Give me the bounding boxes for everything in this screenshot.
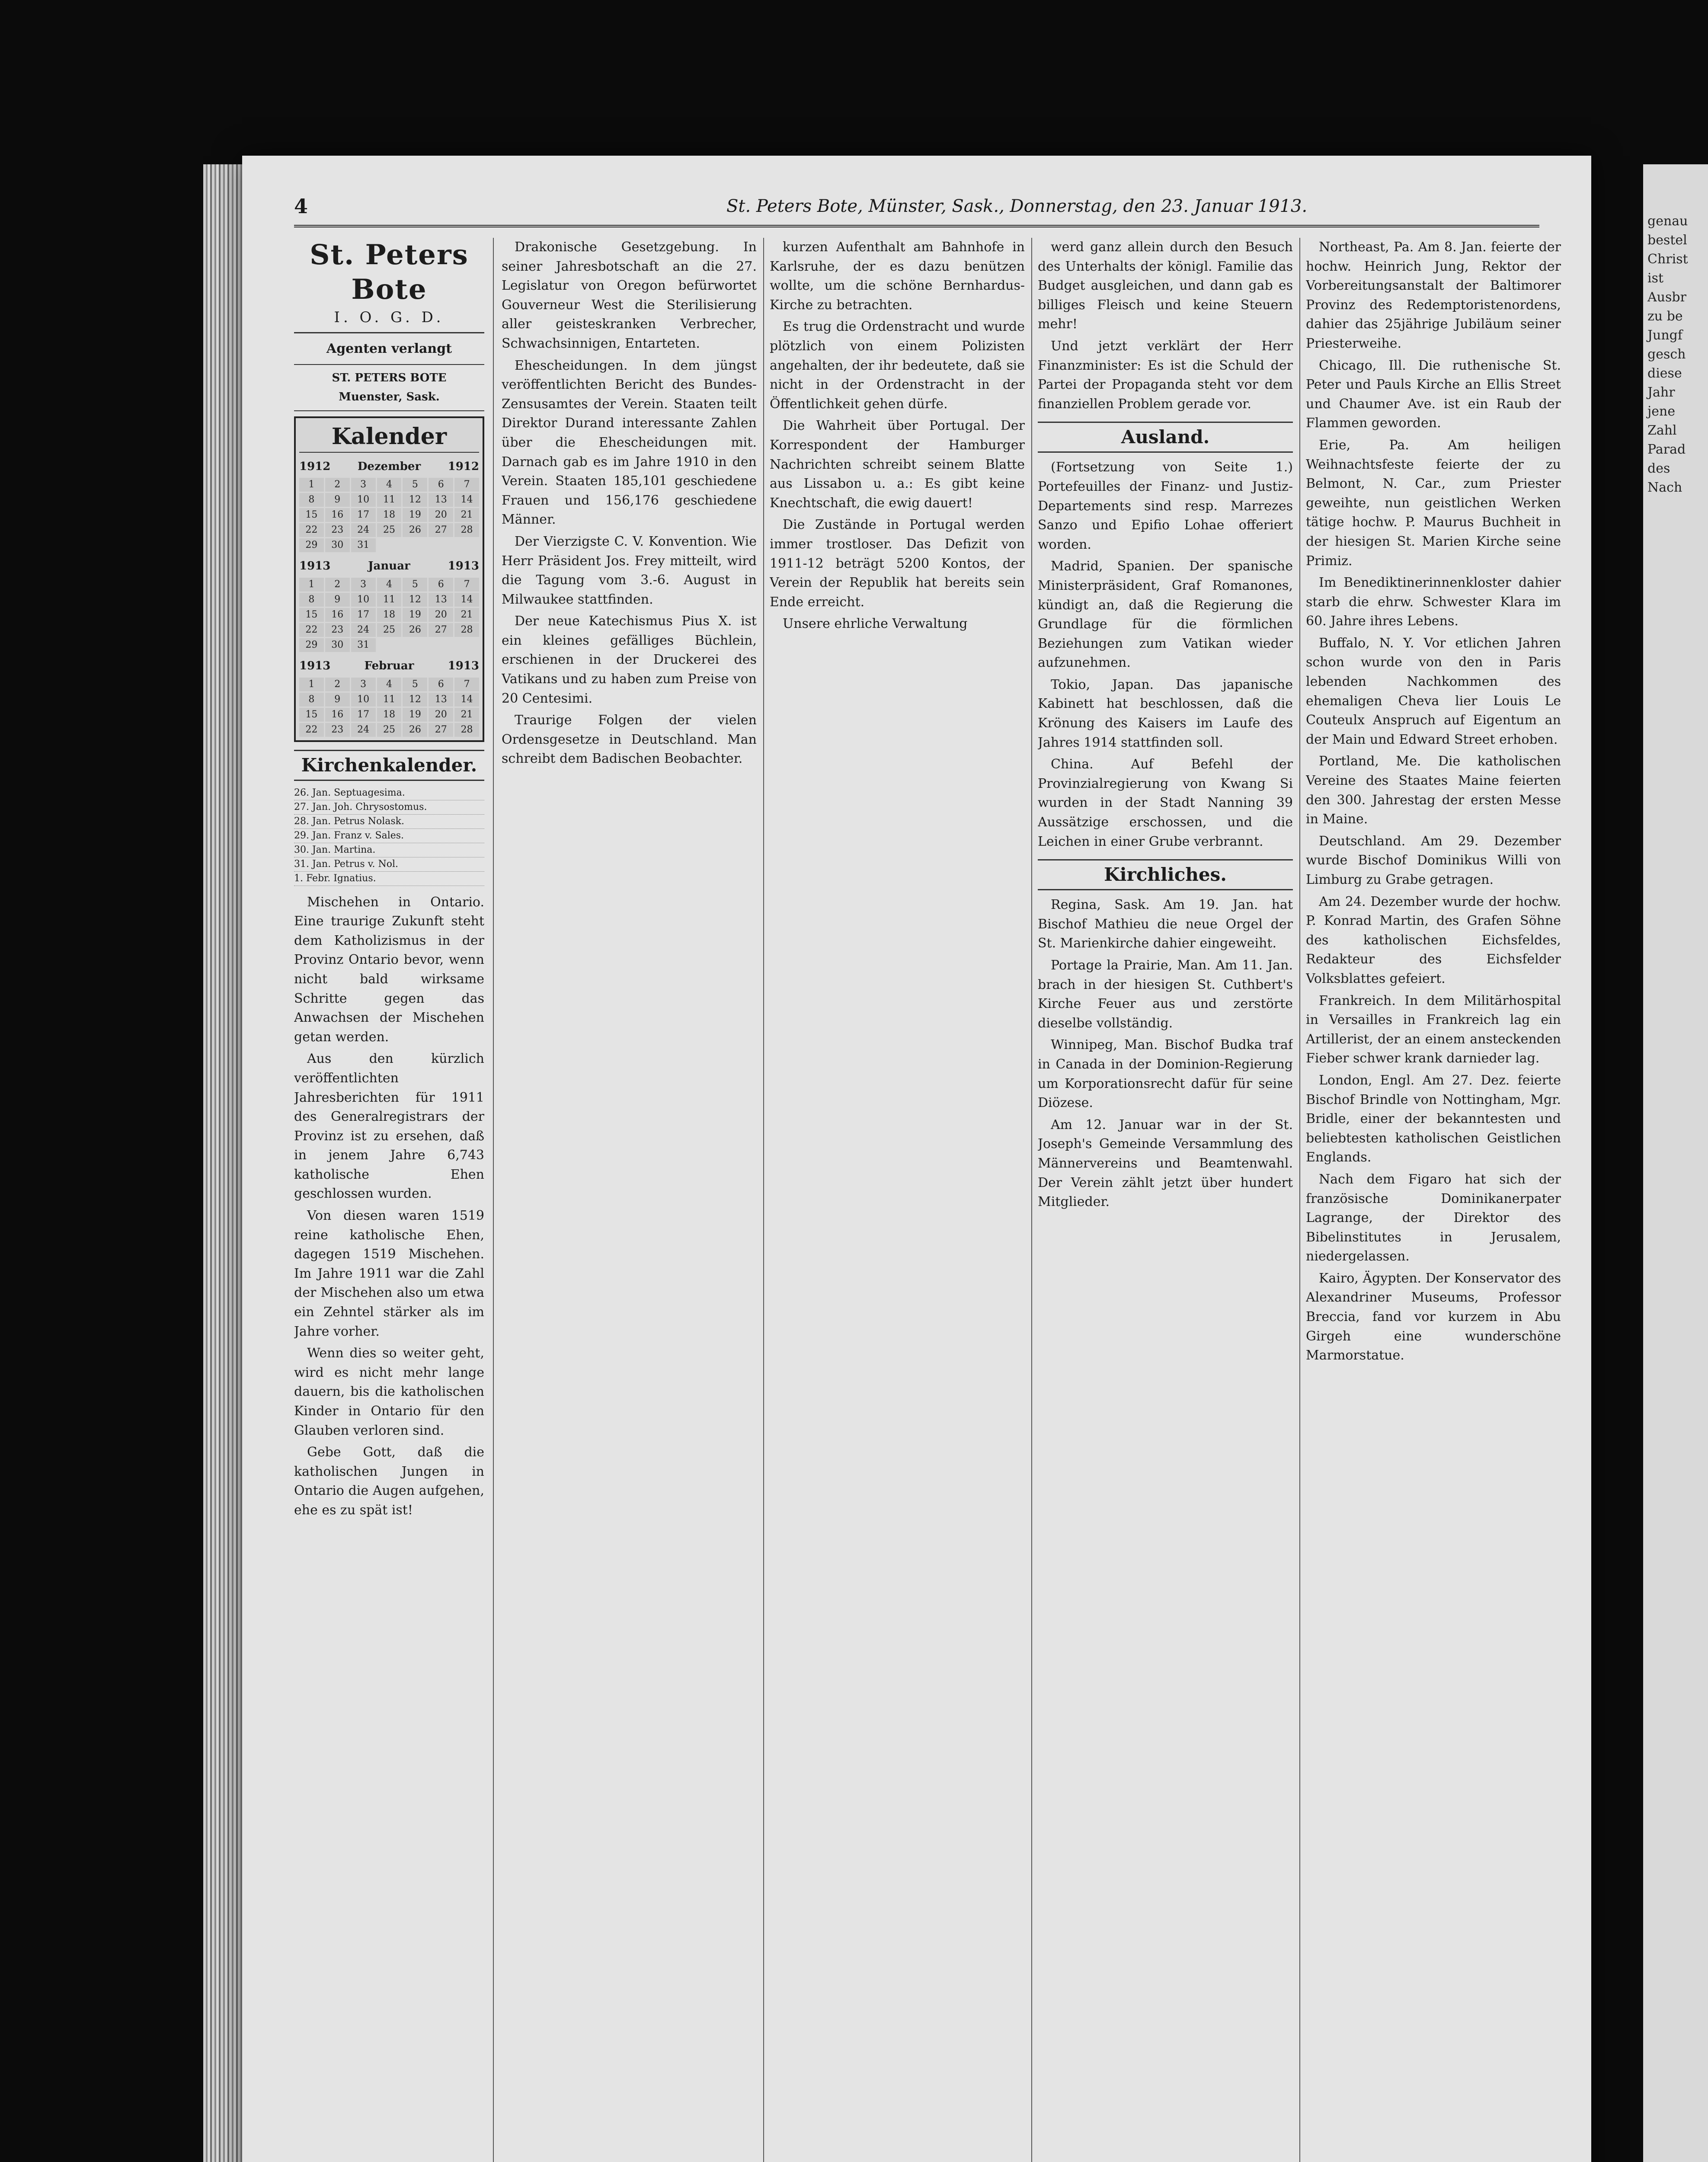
- calendar-month-header: [299, 457, 479, 477]
- facing-page-word: Parad: [1647, 442, 1686, 457]
- facing-page-word: gesch: [1647, 347, 1686, 362]
- kirchenkalender-entry: 31. Jan. Petrus v. Nol.: [294, 857, 484, 872]
- calendar-month: [299, 556, 479, 652]
- agents-heading: Agenten verlangt: [326, 341, 452, 356]
- calendar-month: [299, 457, 479, 553]
- calendar-day: 14: [454, 593, 479, 607]
- calendar-day: 7: [454, 478, 479, 492]
- calendar-day: 1: [299, 478, 324, 492]
- calendar-month-name: Januar: [368, 560, 410, 573]
- column-rule: [493, 238, 494, 2162]
- calendar-month-name: Dezember: [357, 460, 421, 473]
- article-paragraph: Wenn dies so weiter geht, wird es nicht mehr lange dauern, bis die katholischen Kinder in Ontario für den Glauben verloren sind.: [294, 1346, 484, 1438]
- calendar-day: 16: [325, 608, 350, 622]
- calendar-day: 10: [351, 693, 376, 707]
- facing-page-word: genau: [1647, 214, 1688, 229]
- article-paragraph: China. Auf Befehl der Provinzialregierung von Kwang Si wurden in der Stadt Nanning 39 Aussätzige erschossen, und die Leichen in einer Grube verbrannt.: [1038, 757, 1293, 849]
- article-paragraph: Portland, Me. Die katholischen Vereine des Staates Maine feierten den 300. Jahrestag der ersten Messe in Maine.: [1306, 754, 1561, 827]
- article-paragraph: Madrid, Spanien. Der spanische Ministerpräsident, Graf Romanones, kündigt an, daß die Regierung die Grundlage für die förmlichen Beziehungen zum Vatikan wieder aufzunehmen.: [1038, 559, 1293, 671]
- calendar-day: 2: [325, 578, 350, 592]
- article-paragraph: Von diesen waren 1519 reine katholische Ehen, dagegen 1519 Mischehen. Im Jahre 1911 war die Zahl der Mischehen also um etwa ein Zehntel stärker als im Jahre vorher.: [294, 1208, 484, 1339]
- section-heading: Ausland.: [1038, 422, 1293, 453]
- article-paragraph: Portage la Prairie, Man. Am 11. Jan. brach in der hiesigen St. Cuthbert's Kirche Feuer aus und zerstörte dieselbe vollständig.: [1038, 958, 1293, 1031]
- article-mischehen: [294, 893, 484, 1520]
- calendar-day: 6: [429, 578, 453, 592]
- calendar-day: 15: [299, 708, 324, 722]
- kirchenkalender-entry: 26. Jan. Septuagesima.: [294, 786, 484, 800]
- facing-page-word: jene: [1647, 404, 1676, 419]
- calendar-day: 24: [351, 623, 376, 637]
- calendar-year: 1913: [299, 659, 331, 672]
- calendar-day: 15: [299, 508, 324, 522]
- running-title: St. Peters Bote, Münster, Sask., Donnerstag, den 23. Januar 1913.: [726, 196, 1308, 216]
- calendar-day: 29: [299, 538, 324, 552]
- calendar-day: 9: [325, 493, 350, 507]
- column-4: [1038, 238, 1293, 2162]
- article-paragraph: Buffalo, N. Y. Vor etlichen Jahren schon wurde von den in Paris lebenden Nachkommen des ehemaligen Cheva lier Louis Le Couteulx Anspruch auf Eigentum an der Main und Edward Street erhoben.: [1306, 635, 1561, 747]
- article-paragraph: Northeast, Pa. Am 8. Jan. feierte der hochw. Heinrich Jung, Rektor der Vorbereitungsanstalt der Baltimorer Provinz des Redemptoristenordens, dahier das 25jährige Jubiläum seiner Priesterweihe.: [1306, 240, 1561, 351]
- calendar-box: [294, 416, 484, 742]
- calendar-day: 26: [403, 623, 427, 637]
- calendar-day: 31: [351, 638, 376, 652]
- article-paragraph: Regina, Sask. Am 19. Jan. hat Bischof Mathieu die neue Orgel der St. Marienkirche dahier eingeweiht.: [1038, 897, 1293, 951]
- calendar-day: 22: [299, 523, 324, 537]
- calendar-day: 21: [454, 608, 479, 622]
- facing-page-word: Nach: [1647, 480, 1682, 495]
- kirchenkalender-list: [294, 786, 484, 886]
- calendar-year: 1912: [299, 460, 331, 473]
- calendar-day: 16: [325, 708, 350, 722]
- calendar-day: 15: [299, 608, 324, 622]
- calendar-day: 17: [351, 508, 376, 522]
- article-paragraph: Gebe Gott, daß die katholischen Jungen in Ontario die Augen aufgehen, ehe es zu spät ist!: [294, 1445, 484, 1518]
- calendar-day: 3: [351, 478, 376, 492]
- calendar-day: 8: [299, 693, 324, 707]
- facing-page-word: Christ: [1647, 252, 1688, 267]
- calendar-day: 29: [299, 638, 324, 652]
- article-paragraph: Am 24. Dezember wurde der hochw. P. Konrad Martin, des Grafen Söhne des katholischen Eichsfeldes, Redakteur des Eichsfelder Volksblattes gefeiert.: [1306, 894, 1561, 986]
- calendar-day: 9: [325, 593, 350, 607]
- calendar-day: 6: [429, 678, 453, 691]
- calendar-day: 13: [429, 593, 453, 607]
- article-paragraph: Winnipeg, Man. Bischof Budka traf in Canada in der Dominion-Regierung um Korporationsrecht dafür für seine Diözese.: [1038, 1037, 1293, 1111]
- calendar-month: [299, 656, 479, 737]
- article-paragraph: Und jetzt verklärt der Herr Finanzminister: Es ist die Schuld der Partei der Propaganda steht vor dem finanziellen Problem gerade vor.: [1038, 338, 1293, 412]
- calendar-day: 27: [429, 623, 453, 637]
- facing-page-word: des: [1647, 461, 1670, 476]
- calendar-day: 2: [325, 478, 350, 492]
- facing-page-word: Jahr: [1647, 385, 1675, 400]
- calendar-day: 27: [429, 723, 453, 737]
- article-paragraph: London, Engl. Am 27. Dez. feierte Bischof Brindle von Nottingham, Mgr. Bridle, einer der bekanntesten und beliebtesten katholischen Geistlichen Englands.: [1306, 1072, 1561, 1165]
- calendar-day: 4: [377, 578, 402, 592]
- calendar-year: 1913: [299, 560, 331, 573]
- facing-page-word: bestel: [1647, 233, 1687, 248]
- article-paragraph: Am 12. Januar war in der St. Joseph's Gemeinde Versammlung des Männervereins und Beamtenwahl. Der Verein zählt jetzt über hundert Mitglieder.: [1038, 1117, 1293, 1210]
- column-rule: [1299, 238, 1300, 2162]
- column-rule: [1031, 238, 1032, 2162]
- calendar-day: 13: [429, 493, 453, 507]
- calendar-day: 19: [403, 708, 427, 722]
- kirchenkalender-entry: 27. Jan. Joh. Chrysostomus.: [294, 800, 484, 815]
- calendar-day: 10: [351, 493, 376, 507]
- kirchenkalender-entry: 1. Febr. Ignatius.: [294, 872, 484, 886]
- masthead-title: St. Peters Bote: [310, 239, 469, 306]
- calendar-day: 28: [454, 723, 479, 737]
- calendar-day: 7: [454, 578, 479, 592]
- calendar-day: 3: [351, 678, 376, 691]
- calendar-day: 23: [325, 623, 350, 637]
- facing-page-word: Zahl: [1647, 423, 1677, 438]
- newspaper-page: [242, 156, 1591, 2162]
- article-paragraph: Nach dem Figaro hat sich der französische Dominikanerpater Lagrange, der Direktor des Bibelinstitutes in Jerusalem, niedergelassen.: [1306, 1171, 1561, 1264]
- article-paragraph: Deutschland. Am 29. Dezember wurde Bischof Dominikus Willi von Limburg zu Grabe getragen.: [1306, 833, 1561, 887]
- calendar-day: 6: [429, 478, 453, 492]
- calendar-day: 31: [351, 538, 376, 552]
- calendar-day: 27: [429, 523, 453, 537]
- calendar-day: 19: [403, 608, 427, 622]
- calendar-day: 8: [299, 493, 324, 507]
- calendar-day: 13: [429, 693, 453, 707]
- article-paragraph: Aus den kürzlich veröffentlichten Jahresberichten für 1911 des Generalregistrars der Provinz ist zu ersehen, daß in jenem Jahre 6,743 katholische Ehen geschlossen wurden.: [294, 1051, 484, 1202]
- kirchenkalender-heading: Kirchenkalender.: [294, 750, 484, 781]
- calendar-day-grid: [299, 578, 479, 652]
- facing-page-word: ist: [1647, 271, 1664, 286]
- calendar-day: 18: [377, 508, 402, 522]
- article-paragraph: werd ganz allein durch den Besuch des Unterhalts der königl. Familie das Budget ausgleichen, und dann gab es billiges Fleisch und keine Steuern mehr!: [1038, 240, 1293, 332]
- calendar-day: 14: [454, 493, 479, 507]
- article-paragraph: Kairo, Ägypten. Der Konservator des Alexandriner Museums, Professor Breccia, fand vor kurzem in Abu Girgeh eine wunderschöne Marmorstatue.: [1306, 1270, 1561, 1363]
- calendar-day: 25: [377, 623, 402, 637]
- calendar-day: 20: [429, 608, 453, 622]
- article-paragraph: (Fortsetzung von Seite 1.) Portefeuilles der Finanz- und Justiz-Departements sind resp. Marrezes Sanzo und Epifio Lohae offeriert worden.: [1038, 460, 1293, 552]
- article-paragraph: Tokio, Japan. Das japanische Kabinett hat beschlossen, daß die Krönung des Kaisers im Laufe des Jahres 1914 stattfinden soll.: [1038, 677, 1293, 750]
- calendar-day: 12: [403, 693, 427, 707]
- calendar-day: 1: [299, 578, 324, 592]
- page-header: [294, 190, 1539, 227]
- address-box: [294, 364, 484, 411]
- calendar-day: 22: [299, 723, 324, 737]
- calendar-day: 19: [403, 508, 427, 522]
- calendar-month-header: [299, 656, 479, 676]
- article-paragraph: Unsere ehrliche Verwaltung: [783, 616, 968, 632]
- facing-page-word: Ausbr: [1647, 290, 1686, 305]
- masthead-subtitle: I. O. G. D.: [334, 309, 445, 326]
- masthead: [294, 238, 484, 333]
- calendar-day-grid: [299, 478, 479, 552]
- article-paragraph: Der Vierzigste C. V. Konvention. Wie Herr Präsident Jos. Frey mitteilt, wird die Tagung vom 3.-6. August in Milwaukee stattfinden.: [502, 534, 757, 607]
- calendar-day: 22: [299, 623, 324, 637]
- calendar-year: 1913: [448, 659, 479, 672]
- calendar-day: 18: [377, 708, 402, 722]
- calendar-year: 1913: [448, 560, 479, 573]
- calendar-day: 11: [377, 593, 402, 607]
- facing-page-text: [1647, 212, 1708, 497]
- calendar-day: 25: [377, 523, 402, 537]
- address-place: Muenster, Sask.: [339, 390, 440, 404]
- page-number: 4: [294, 195, 308, 218]
- calendar-day: 12: [403, 493, 427, 507]
- facing-page-fragment: [1643, 164, 1708, 2162]
- calendar-day: 23: [325, 523, 350, 537]
- calendar-day: 23: [325, 723, 350, 737]
- article-paragraph: Im Benediktinerinnenkloster dahier starb die ehrw. Schwester Klara im 60. Jahre ihres Lebens.: [1306, 575, 1561, 629]
- column-2: [502, 238, 757, 2162]
- calendar-day: 26: [403, 523, 427, 537]
- calendar-day: 25: [377, 723, 402, 737]
- article-paragraph: Mischehen in Ontario. Eine traurige Zukunft steht dem Katholizismus in der Provinz Ontario bevor, wenn nicht bald wirksame Schritte gegen das Anwachsen der Mischehen getan werden.: [294, 894, 484, 1045]
- calendar-day: 10: [351, 593, 376, 607]
- column-1: [294, 238, 484, 2162]
- article-paragraph: Die Wahrheit über Portugal. Der Korrespondent der Hamburger Nachrichten schreibt seinem Blatte aus Lissabon u. a.: Es gibt keine Knechtschaft, die ewig dauert!: [770, 418, 1025, 511]
- calendar-day: 20: [429, 508, 453, 522]
- calendar-day: 7: [454, 678, 479, 691]
- calendar-months: [299, 457, 479, 737]
- calendar-day: 20: [429, 708, 453, 722]
- facing-page-word: diese: [1647, 366, 1682, 381]
- calendar-day: 24: [351, 523, 376, 537]
- calendar-day: 9: [325, 693, 350, 707]
- column-rule: [763, 238, 764, 2162]
- calendar-day: 4: [377, 678, 402, 691]
- kirchenkalender-entry: 28. Jan. Petrus Nolask.: [294, 815, 484, 829]
- facing-page-word: zu be: [1647, 309, 1683, 324]
- article-paragraph: Die Zustände in Portugal werden immer trostloser. Das Defizit von 1911-12 beträgt 5200 Kontos, der Verein der Republik hat bereits sein Ende erreicht.: [770, 517, 1025, 610]
- calendar-day: 28: [454, 523, 479, 537]
- calendar-day: 2: [325, 678, 350, 691]
- calendar-year: 1912: [448, 460, 479, 473]
- calendar-day: 21: [454, 708, 479, 722]
- calendar-month-header: [299, 556, 479, 576]
- calendar-month-name: Februar: [364, 659, 414, 672]
- calendar-day: 12: [403, 593, 427, 607]
- calendar-day: 30: [325, 638, 350, 652]
- facing-page-word: Jungf: [1647, 328, 1682, 343]
- article-paragraph: Traurige Folgen der vielen Ordensgesetze in Deutschland. Man schreibt dem Badischen Beobachter.: [502, 713, 757, 767]
- article-paragraph: Es trug die Ordenstracht und wurde plötzlich von einem Polizisten angehalten, der ihr bedeutete, daß sie nicht in der Ordenstracht in der Öffentlichkeit gehen dürfe.: [770, 319, 1025, 412]
- kirchenkalender-entry: 30. Jan. Martina.: [294, 843, 484, 857]
- article-paragraph: Der neue Katechismus Pius X. ist ein kleines gefälliges Büchlein, erschienen in der Druckerei des Vatikans und zu haben zum Preise von 20 Centesimi.: [502, 614, 757, 706]
- calendar-day: 3: [351, 578, 376, 592]
- calendar-day-grid: [299, 678, 479, 737]
- article-paragraph: Erie, Pa. Am heiligen Weihnachtsfeste feierte der zu Belmont, N. Car., zum Priester geweihte, nun geistlichen Werken tätige hochw. P. Maurus Buchheit in der hiesigen St. Marien Kirche seine Primiz.: [1306, 437, 1561, 569]
- calendar-day: 26: [403, 723, 427, 737]
- calendar-day: 17: [351, 708, 376, 722]
- calendar-day: 5: [403, 678, 427, 691]
- calendar-day: 11: [377, 493, 402, 507]
- calendar-day: 5: [403, 478, 427, 492]
- calendar-day: 24: [351, 723, 376, 737]
- calendar-day: 28: [454, 623, 479, 637]
- calendar-day: 16: [325, 508, 350, 522]
- article-paragraph: Frankreich. In dem Militärhospital in Versailles in Frankreich lag ein Artillerist, der an einem ansteckenden Fieber schwer krank darnieder lag.: [1306, 993, 1561, 1066]
- address-name: ST. PETERS BOTE: [332, 371, 447, 384]
- article-paragraph: kurzen Aufenthalt am Bahnhofe in Karlsruhe, der es dazu benützen wollte, um die schöne Bernhardus-Kirche zu betrachten.: [770, 240, 1025, 313]
- section-heading: Kirchliches.: [1038, 859, 1293, 890]
- calendar-day: 5: [403, 578, 427, 592]
- calendar-title: Kalender: [299, 422, 479, 453]
- kirchenkalender-entry: 29. Jan. Franz v. Sales.: [294, 829, 484, 843]
- calendar-day: 14: [454, 693, 479, 707]
- article-paragraph: Chicago, Ill. Die ruthenische St. Peter und Pauls Kirche an Ellis Street und Chaumer Ave. ist ein Raub der Flammen geworden.: [1306, 358, 1561, 431]
- calendar-day: 30: [325, 538, 350, 552]
- article-paragraph: Ehescheidungen. In dem jüngst veröffentlichten Bericht des Bundes-Zensusamtes der Verein. Staaten teilt Direktor Durand interessante Zahlen über die Ehescheidungen mit. Darnach gab es im Jahre 1910 in den Verein. Staaten 185,101 geschiedene Frauen und 156,176 geschiedene Männer.: [502, 358, 757, 528]
- calendar-day: 18: [377, 608, 402, 622]
- calendar-day: 17: [351, 608, 376, 622]
- article-paragraph: Drakonische Gesetzgebung. In seiner Jahresbotschaft an die 27. Legislatur von Oregon befürwortet Gouverneur West die Sterilisierung aller geisteskranken Verbrecher, Schwachsinnigen, Entarteten.: [502, 240, 757, 351]
- calendar-day: 21: [454, 508, 479, 522]
- calendar-day: 11: [377, 693, 402, 707]
- calendar-day: 1: [299, 678, 324, 691]
- column-3: [770, 238, 1025, 2162]
- column-5: [1306, 238, 1561, 2162]
- calendar-day: 4: [377, 478, 402, 492]
- calendar-day: 8: [299, 593, 324, 607]
